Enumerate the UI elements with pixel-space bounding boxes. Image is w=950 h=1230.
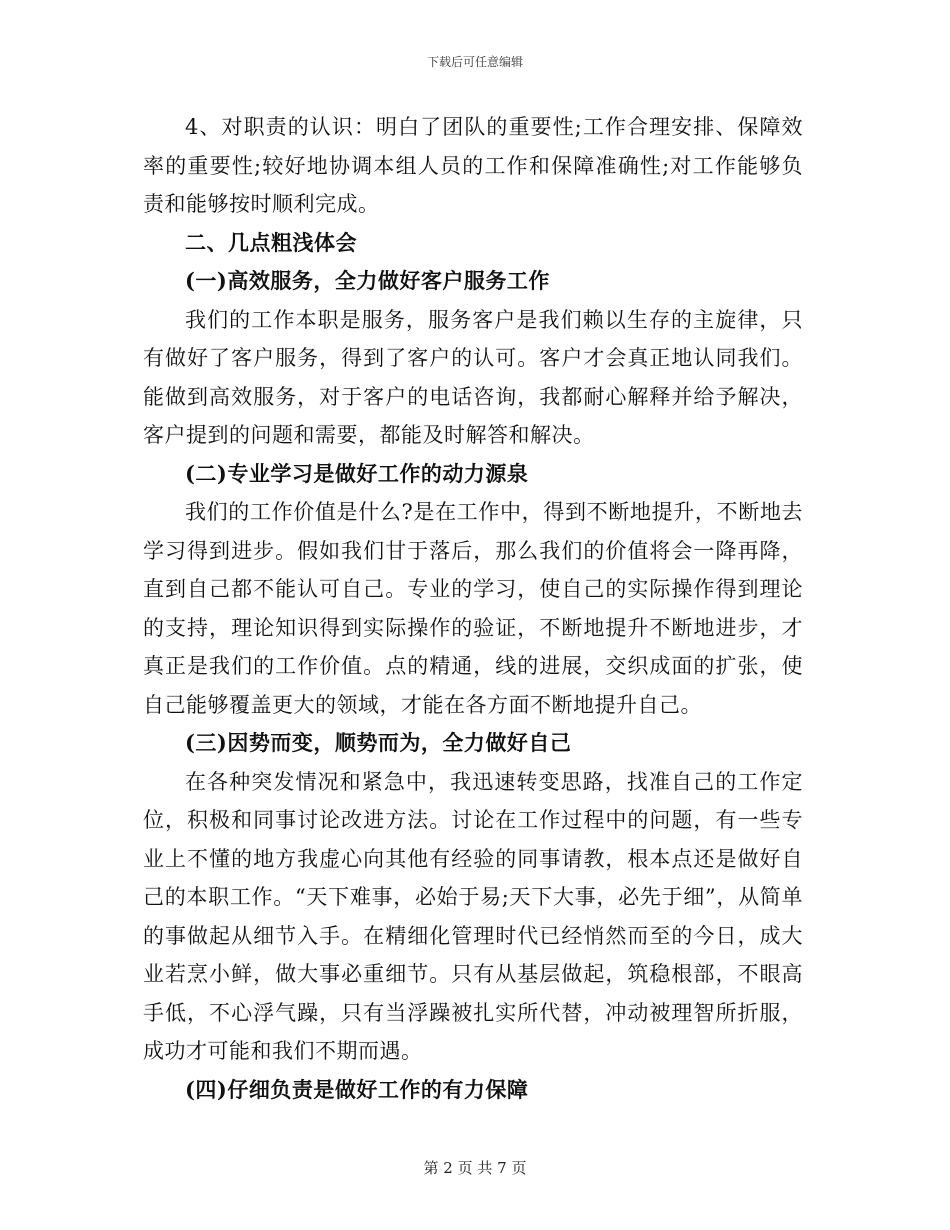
paragraph-adapt-to-situation: 在各种突发情况和紧急中，我迅速转变思路，找准自己的工作定位，积极和同事讨论改进方法。讨论在工作过程中的问题，有一些专业上不懂的地方我虚心向其他有经验的同事请教，根本点还是做好自己的本职工作。“天下难事，必始于易;天下大事，必先于细”，从简单的事做起从细节入手。在精细化管理时代已经悄然而至的今日，成大业若烹小鲜，做大事必重细节。只有从基层做起，筑稳根部，不眼高手低，不心浮气躁，只有当浮躁被扎实所代替，冲动被理智所折服，成功才可能和我们不期而遇。 (143, 769, 803, 1063)
subheading-efficient-service: (一)高效服务，全力做好客户服务工作 (185, 268, 550, 293)
subheading-careful-responsibility: (四)仔细负责是做好工作的有力保障 (185, 1076, 529, 1102)
section-heading-experiences: 二、几点粗浅体会 (185, 229, 357, 255)
paragraph-efficient-service: 我们的工作本职是服务，服务客户是我们赖以生存的主旋律，只有做好了客户服务，得到了客户的认可。客户才会真正地认同我们。能做到高效服务，对于客户的电话咨询，我都耐心解释并给予解决，客户提到的问题和需要，都能及时解答和解决。 (143, 307, 803, 447)
header-note: 下载后可任意编辑 (426, 55, 523, 69)
paragraph-professional-learning: 我们的工作价值是什么?是在工作中，得到不断地提升，不断地去学习得到进步。假如我们甘于落后，那么我们的价值将会一降再降，直到自己都不能认可自己。专业的学习，使自己的实际操作得到理论的支持，理论知识得到实际操作的验证，不断地提升不断地进步，才真正是我们的工作价值。点的精通，线的进展，交织成面的扩张，使自己能够覆盖更大的领域，才能在各方面不断地提升自己。 (143, 500, 803, 717)
subheading-professional-learning: (二)专业学习是做好工作的动力源泉 (185, 460, 529, 486)
document-body (143, 108, 803, 1109)
subheading-adapt-to-situation: (三)因势而变，顺势而为，全力做好自己 (185, 730, 572, 755)
page-number: 第 2 页 共 7 页 (423, 1159, 527, 1177)
paragraph-duty-awareness: 4、对职责的认识：明白了团队的重要性;工作合理安排、保障效率的重要性;较好地协调本组人员的工作和保障准确性;对工作能够负责和能够按时顺利完成。 (143, 115, 803, 216)
